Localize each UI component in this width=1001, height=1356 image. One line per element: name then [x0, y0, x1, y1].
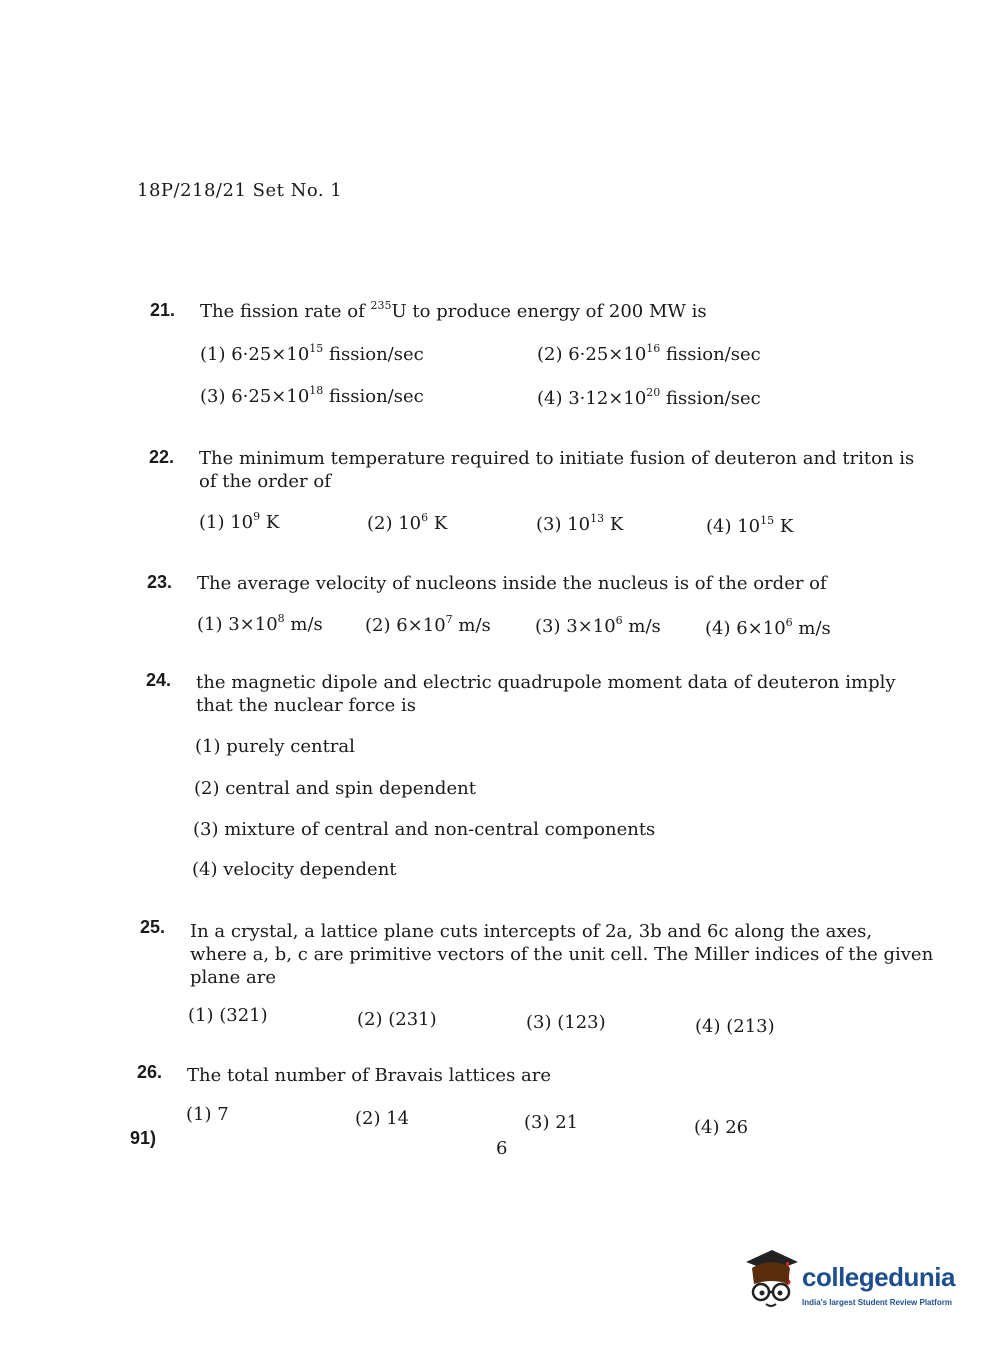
question-number: 23.	[147, 572, 173, 592]
option-3: (3) (123)	[526, 1012, 606, 1033]
option-3: (3) $10^{13}$ K	[536, 512, 624, 535]
logo-tagline: India's largest Student Review Platform	[802, 1298, 952, 1307]
option-1: (1) (321)	[188, 1005, 268, 1026]
option-2: (2) $6\cdot 25\times 10^{16}$ fission/sec	[537, 342, 761, 365]
question-text-line-1: the magnetic dipole and electric quadrupole moment data of deuteron imply	[196, 672, 896, 693]
question-number: 21.	[150, 300, 176, 320]
option-1: (1) $3\times 10^8$ m/s	[197, 612, 323, 635]
question-text: The total number of Bravais lattices are	[187, 1065, 552, 1086]
question-text-line-1: In a crystal, a lattice plane cuts intercepts of 2a, 3b and 6c along the axes,	[190, 921, 873, 942]
option-3: (3) $6\cdot 25\times 10^{18}$ fission/sec	[200, 384, 424, 407]
question-number: 25.	[140, 917, 166, 937]
question-text-line-2: of the order of	[199, 471, 331, 492]
option-2: (2) (231)	[357, 1009, 437, 1030]
option-3: (3) mixture of central and non-central components	[193, 819, 656, 840]
option-4: (4) (213)	[695, 1016, 775, 1037]
question-text: The fission rate of $^{235}$U to produce energy of 200 MW is	[200, 299, 707, 322]
option-2: (2) central and spin dependent	[194, 778, 476, 799]
mascot-icon	[742, 1248, 800, 1310]
question-text-line-3: plane are	[190, 967, 276, 988]
option-3: (3) 21	[524, 1112, 579, 1133]
document-header: 18P/218/21 Set No. 1	[137, 180, 343, 201]
question-number: 24.	[146, 670, 172, 690]
option-1: (1) purely central	[195, 736, 355, 757]
option-2: (2) $10^6$ K	[367, 511, 448, 534]
option-1: (1) 7	[186, 1104, 229, 1125]
question-text-line-1: The minimum temperature required to initiate fusion of deuteron and triton is	[199, 448, 915, 469]
option-2: (2) $6\times 10^7$ m/s	[365, 613, 491, 636]
question-text: The average velocity of nucleons inside the nucleus is of the order of	[197, 573, 827, 594]
question-number: 22.	[149, 447, 175, 467]
question-text-line-2: that the nuclear force is	[196, 695, 416, 716]
option-2: (2) 14	[355, 1108, 410, 1129]
option-1: (1) $10^9$ K	[199, 510, 280, 533]
option-4: (4) $6\times 10^6$ m/s	[705, 616, 831, 639]
question-number: 26.	[137, 1062, 163, 1082]
page-number: 6	[496, 1138, 508, 1159]
question-text-line-2: where a, b, c are primitive vectors of the unit cell. The Miller indices of the given	[190, 944, 934, 965]
option-4: (4) velocity dependent	[192, 859, 397, 880]
option-4: (4) $3\cdot 12\times 10^{20}$ fission/sec	[537, 386, 761, 409]
logo-wordmark: collegedunia	[802, 1262, 955, 1292]
option-4: (4) 26	[694, 1117, 749, 1138]
footer-code: 91)	[130, 1128, 157, 1148]
option-4: (4) $10^{15}$ K	[706, 514, 794, 537]
option-3: (3) $3\times 10^6$ m/s	[535, 614, 661, 637]
collegedunia-logo	[742, 1248, 972, 1318]
option-1: (1) $6\cdot 25\times 10^{15}$ fission/sec	[200, 342, 424, 365]
